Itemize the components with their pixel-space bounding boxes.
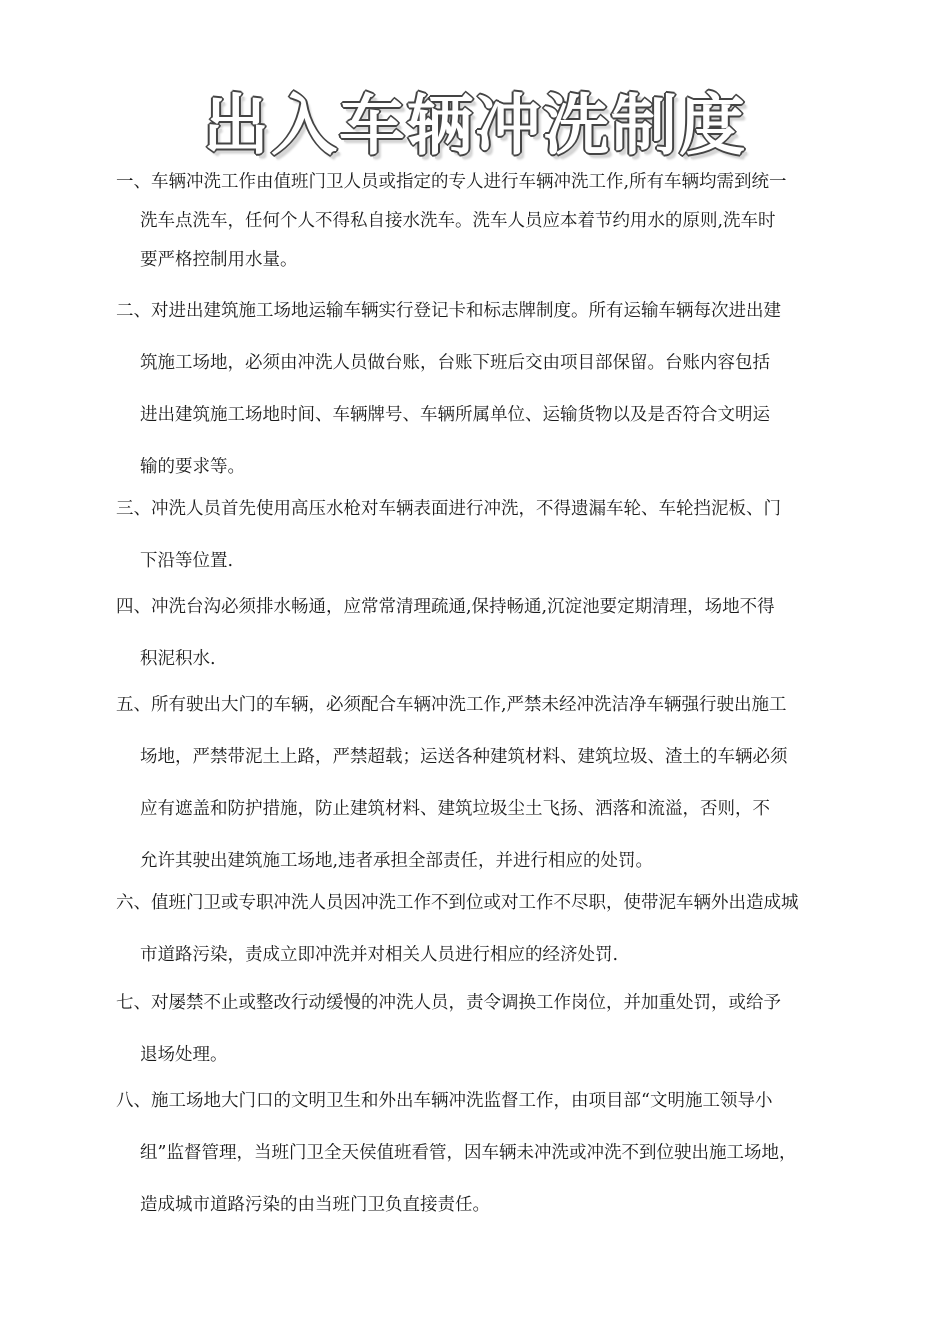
clause-line: 组”监督管理，当班门卫全天侯值班看管，因车辆未冲洗或冲洗不到位驶出施工场地， xyxy=(140,1143,797,1163)
clause-7 xyxy=(116,977,856,1081)
clause-8 xyxy=(116,1075,856,1231)
clause-line: 要严格控制用水量。 xyxy=(140,250,298,270)
clause-line: 二、对进出建筑施工场地运输车辆实行登记卡和标志牌制度。所有运输车辆每次进出建 xyxy=(116,301,781,321)
clause-line: 六、值班门卫或专职冲洗人员因冲洗工作不到位或对工作不尽职，使带泥车辆外出造成城 xyxy=(116,893,799,913)
clause-line: 一、车辆冲洗工作由值班门卫人员或指定的专人进行车辆冲洗工作,所有车辆均需到统一 xyxy=(116,172,787,192)
clause-line: 退场处理。 xyxy=(140,1045,228,1065)
clause-line: 三、冲洗人员首先使用高压水枪对车辆表面进行冲洗，不得遗漏车轮、车轮挡泥板、门 xyxy=(116,499,781,519)
clause-5 xyxy=(116,679,856,887)
clause-line: 下沿等位置. xyxy=(140,551,234,571)
clause-line: 筑施工场地，必须由冲洗人员做台账，台账下班后交由项目部保留。台账内容包括 xyxy=(140,353,770,373)
clause-6 xyxy=(116,877,856,981)
clause-1 xyxy=(116,163,856,280)
clause-line: 进出建筑施工场地时间、车辆牌号、车辆所属单位、运输货物以及是否符合文明运 xyxy=(140,405,770,425)
clause-line: 输的要求等。 xyxy=(140,457,245,477)
clause-line: 八、施工场地大门口的文明卫生和外出车辆冲洗监督工作，由项目部“文明施工领导小 xyxy=(116,1091,773,1111)
clause-line: 市道路污染，责成立即冲洗并对相关人员进行相应的经济处罚. xyxy=(140,945,619,965)
clause-line: 允许其驶出建筑施工场地,违者承担全部责任，并进行相应的处罚。 xyxy=(140,851,654,871)
clause-line: 五、所有驶出大门的车辆，必须配合车辆冲洗工作,严禁未经冲洗洁净车辆强行驶出施工 xyxy=(116,695,787,715)
clause-line: 造成城市道路污染的由当班门卫负直接责任。 xyxy=(140,1195,490,1215)
clause-4 xyxy=(116,581,856,685)
clause-line: 洗车点洗车，任何个人不得私自接水洗车。洗车人员应本着节约用水的原则,洗车时 xyxy=(140,211,776,231)
clause-2 xyxy=(116,285,856,493)
clause-line: 积泥积水. xyxy=(140,649,216,669)
clause-3 xyxy=(116,483,856,587)
document-title: 出入车辆冲洗制度 xyxy=(203,87,747,164)
clause-line: 应有遮盖和防护措施，防止建筑材料、建筑垃圾尘土飞扬、洒落和流溢，否则，不 xyxy=(140,799,770,819)
clause-line: 七、对屡禁不止或整改行动缓慢的冲洗人员，责令调换工作岗位，并加重处罚，或给予 xyxy=(116,993,781,1013)
clause-line: 四、冲洗台沟必须排水畅通，应常常清理疏通,保持畅通,沉淀池要定期清理，场地不得 xyxy=(116,597,775,617)
clause-line: 场地，严禁带泥土上路，严禁超载；运送各种建筑材料、建筑垃圾、渣土的车辆必须 xyxy=(140,747,788,767)
